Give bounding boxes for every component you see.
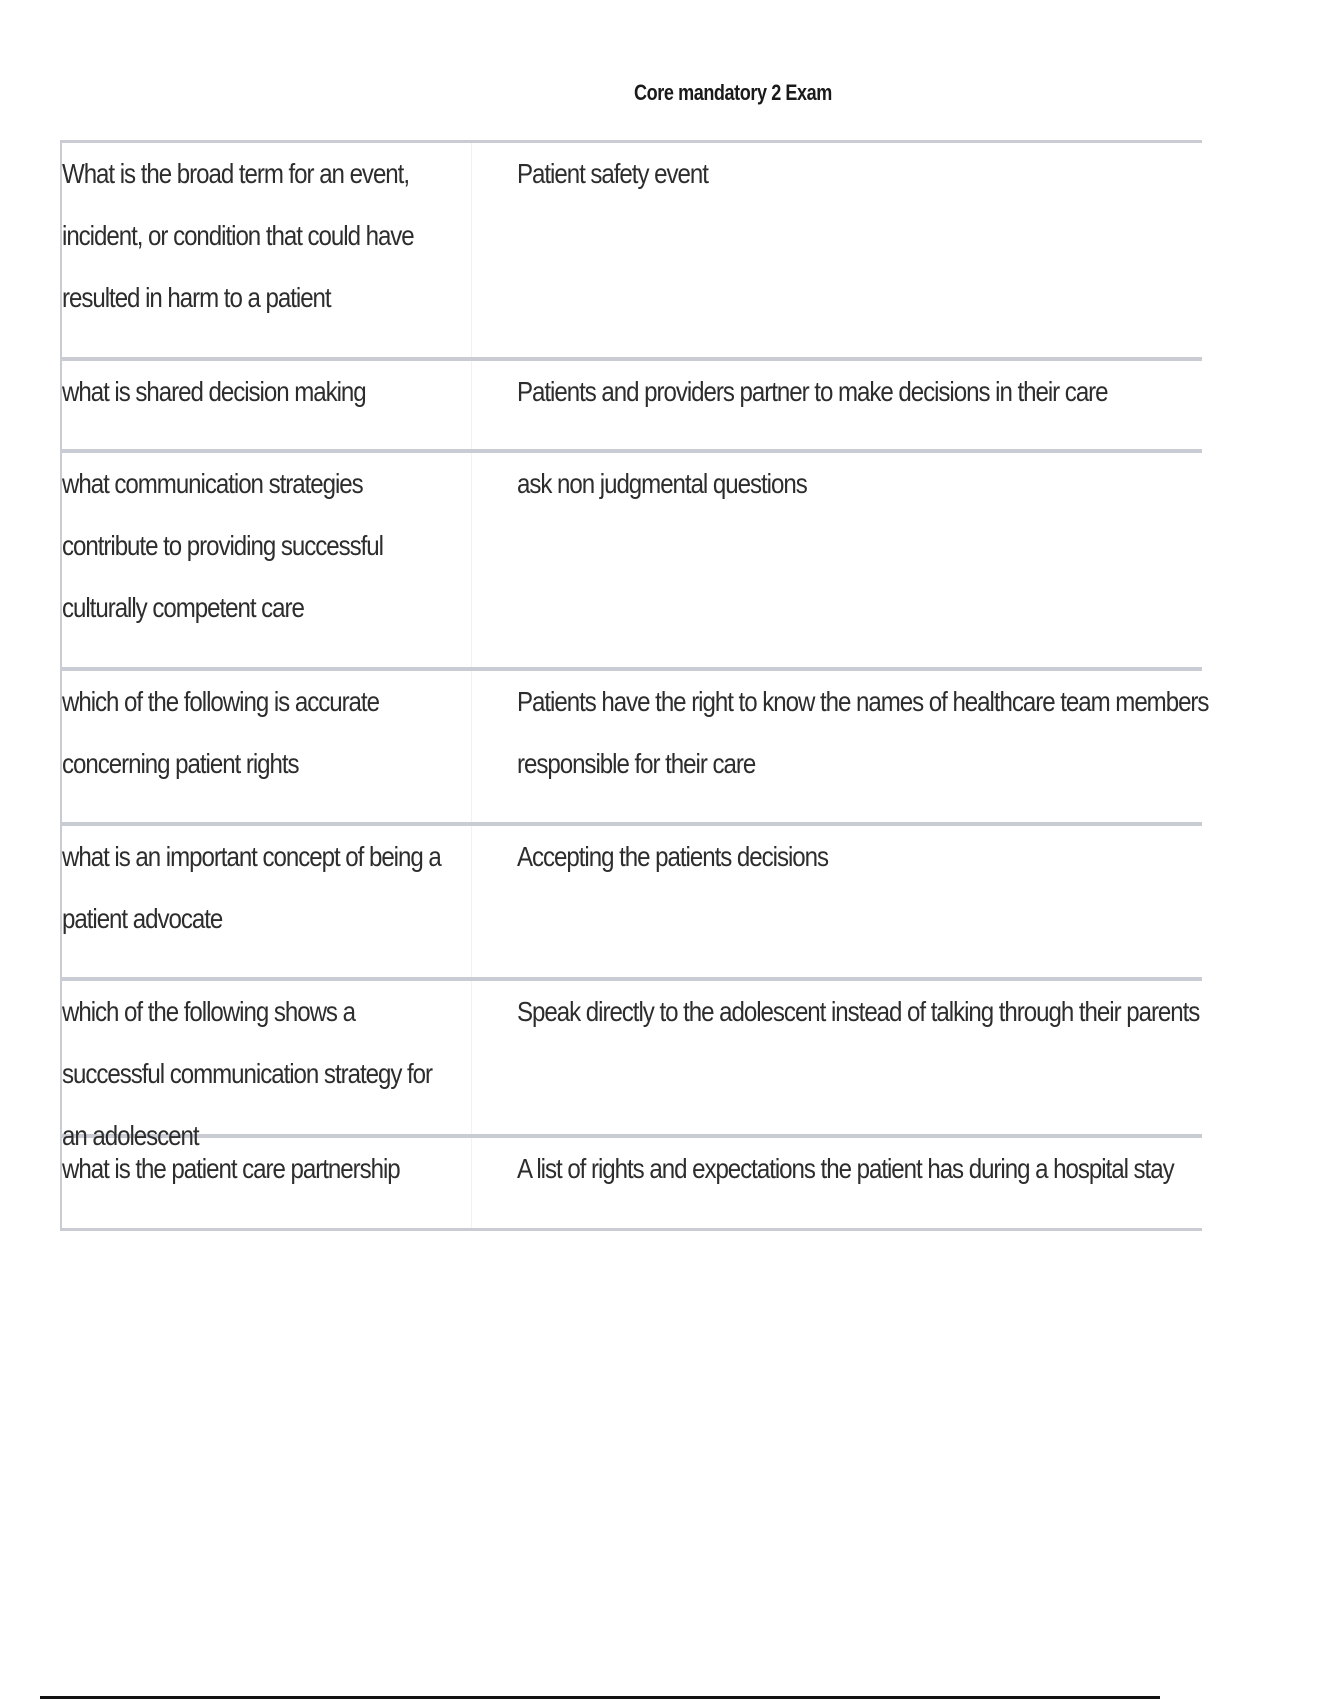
question-cell — [62, 826, 472, 977]
question-cell — [62, 671, 472, 822]
answer-text: Accepting the patients decisions — [517, 841, 829, 872]
qa-table — [60, 140, 1209, 1231]
table-row — [62, 453, 1202, 671]
answer-text: Patients have the right to know the names of healthcare team members responsible for their care — [517, 686, 1209, 779]
question-text: what is shared decision making — [62, 376, 366, 407]
answer-text: Speak directly to the adolescent instead of talking through their parents — [517, 996, 1200, 1027]
answer-text: Patients and providers partner to make decisions in their care — [517, 376, 1108, 407]
question-text: what communication strategies contribute to providing successful culturally competent care — [62, 468, 383, 623]
answer-text: ask non judgmental questions — [517, 468, 807, 499]
table-row — [62, 361, 1202, 453]
question-text: what is the patient care partnership — [62, 1153, 400, 1184]
question-cell — [62, 361, 472, 449]
answer-cell — [472, 1138, 1202, 1228]
question-text: What is the broad term for an event, incident, or condition that could have resulted in harm to a patient — [62, 158, 414, 313]
question-cell — [62, 981, 472, 1151]
table-row — [62, 981, 1202, 1151]
footer-divider — [40, 1696, 1160, 1699]
answer-cell — [472, 361, 1202, 449]
answer-cell — [472, 826, 1202, 977]
question-cell — [62, 1138, 472, 1228]
question-text: which of the following shows a successful communication strategy for an adolescent — [62, 996, 433, 1151]
answer-text: Patient safety event — [517, 158, 708, 189]
table-row — [62, 671, 1209, 826]
table-row — [62, 143, 1202, 361]
answer-cell — [472, 981, 1202, 1134]
question-cell — [62, 143, 472, 357]
table-row — [62, 826, 1202, 981]
question-text: which of the following is accurate concerning patient rights — [62, 686, 379, 779]
answer-cell — [472, 143, 1202, 357]
answer-text: A list of rights and expectations the patient has during a hospital stay — [517, 1153, 1174, 1184]
question-text: what is an important concept of being a patient advocate — [62, 841, 441, 934]
question-cell — [62, 453, 472, 667]
answer-cell — [472, 453, 1202, 667]
answer-cell — [472, 671, 1209, 822]
table-row — [62, 1138, 1202, 1228]
document-title: Core mandatory 2 Exam — [634, 80, 832, 105]
